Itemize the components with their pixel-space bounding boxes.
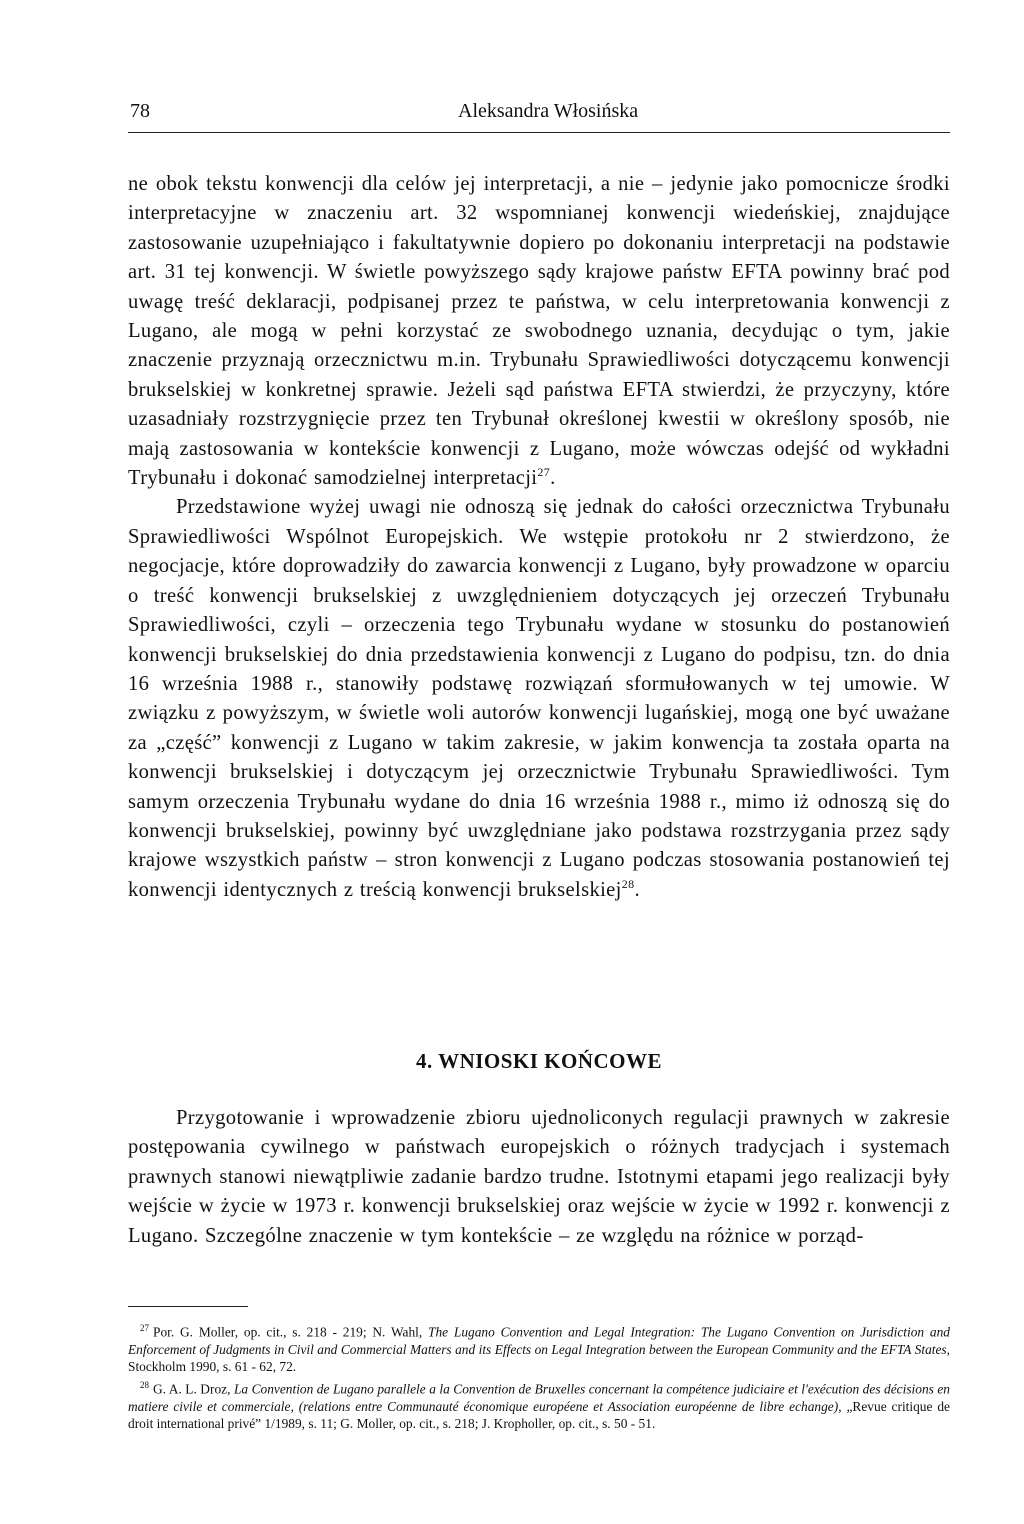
page-header (128, 98, 950, 133)
paragraph-1-end: . (550, 467, 556, 490)
conclusions-text (128, 1104, 950, 1251)
footnote-ref-27: 27 (537, 465, 551, 480)
footnote-separator (128, 1306, 248, 1307)
footnote-number: 27 (140, 1323, 149, 1333)
footnote-text: G. A. L. Droz, (153, 1381, 234, 1397)
footnote-text: Por. G. Moller, op. cit., s. 218 - 219; N. Wahl, (153, 1324, 429, 1340)
paragraph-1-text: ne obok tekstu konwencji dla celów jej interpretacji, a nie – jedynie jako pomocnicze środki interpretacyjne w znaczeniu art. 32 wspomnianej konwencji wiedeńskiej, znajdujące zastosowanie uzupełniająco i fakultatywnie dopiero po dokonaniu interpretacji na podstawie art. 31 tej konwencji. W świetle powyższego sądy krajowe państw EFTA powinny brać pod uwagę treść deklaracji, podpisanej przez te państwa, w celu interpretowania konwencji z Lugano, ale mogą w pełni korzystać ze swobodnego uznania, decydując o tym, jakie znaczenie przyznają orzecznictwu m.in. Trybunału Sprawiedliwości dotyczącemu konwencji brukselskiej w konkretnej sprawie. Jeżeli sąd państwa EFTA stwierdzi, że przyczyny, które uzasadniały rozstrzygnięcie przez ten Trybunał określonej kwestii w określony sposób, nie mają zastosowania w kontekście konwencji z Lugano, może wówczas odejść od wykładni Trybunału i dokonać samodzielnej interpretacji (128, 173, 950, 490)
footnote-text: , Stockholm 1990, s. 61 - 62, 72. (128, 1341, 950, 1374)
footnote-text: , „Revue critique de droit international privé” 1/1989, s. 11; G. Moller, op. cit., s. 218; J. Kropholler, op. cit., s. 50 - 51. (128, 1398, 950, 1431)
footnote-title: La Convention de Lugano parallele a la Convention de Bruxelles concernant la compétence judiciaire et l'exécution des décisions en matiere civile et commerciale, (relations entre Communauté économique européene et Association européenne de libre echange) (128, 1381, 950, 1414)
paragraph-continued (128, 170, 950, 493)
section-heading: 4. WNIOSKI KOŃCOWE (415, 1049, 663, 1073)
footnote-ref-28: 28 (621, 876, 635, 891)
footnotes (128, 1320, 950, 1434)
footnote-number: 28 (140, 1380, 149, 1391)
paragraph-3: Przygotowanie i wprowadzenie zbioru ujednoliconych regulacji prawnych w zakresie postępowania cywilnego w państwach europejskich o różnych tradycjach i systemach prawnych stanowi niewątpliwie zadanie bardzo trudne. Istotnymi etapami jego realizacji były wejście w życie w 1973 r. konwencji brukselskiej oraz wejście w życie w 1992 r. konwencji z Lugano. Szczególne znaczenie w tym kontekście – ze względu na różnice w porząd- (128, 1107, 950, 1247)
main-text (128, 170, 950, 905)
running-title-author: Aleksandra Włosińska (458, 100, 639, 122)
paragraph-2 (128, 493, 950, 905)
footnote-28 (128, 1377, 950, 1432)
page-number: 78 (130, 100, 150, 122)
paragraph-2-end: . (634, 878, 640, 901)
paragraph-2-text: Przedstawione wyżej uwagi nie odnoszą się jednak do całości orzecznictwa Trybunału Sprawiedliwości Wspólnot Europejskich. We wstępie protokołu nr 2 stwierdzono, że negocjacje, które doprowadziły do zawarcia konwencji z Lugano, były prowadzone w oparciu o treść konwencji brukselskiej z uwzględnieniem dotyczących jej orzeczeń Trybunału Sprawiedliwości, czyli – orzeczenia tego Trybunału wydane w stosunku do postanowień konwencji brukselskiej do dnia przedstawienia konwencji z Lugano do podpisu, tzn. do dnia 16 września 1988 r., stanowiły podstawę rozwiązań sformułowanych w tej umowie. W związku z powyższym, w świetle woli autorów konwencji lugańskiej, mogą one być uważane za „część” konwencji z Lugano w takim zakresie, w jakim konwencja ta została oparta na konwencji brukselskiej i dotyczącym jej orzecznictwie Trybunału Sprawiedliwości. Tym samym orzeczenia Trybunału wydane do dnia 16 września 1988 r., mimo iż odnoszą się do konwencji brukselskiej, powinny być uwzględniane jako podstawa rozstrzygania przez sądy krajowe wszystkich państw – stron konwencji z Lugano podczas stosowania postanowień tej konwencji identycznych z treścią konwencji brukselskiej (128, 496, 950, 901)
footnote-title: The Lugano Convention and Legal Integration: The Lugano Convention on Jurisdiction and Enforcement of Judgments in Civil and Commercial Matters and its Effects on Legal Integration between the European Community and the EFTA States (128, 1324, 950, 1357)
footnote-27 (128, 1320, 950, 1375)
